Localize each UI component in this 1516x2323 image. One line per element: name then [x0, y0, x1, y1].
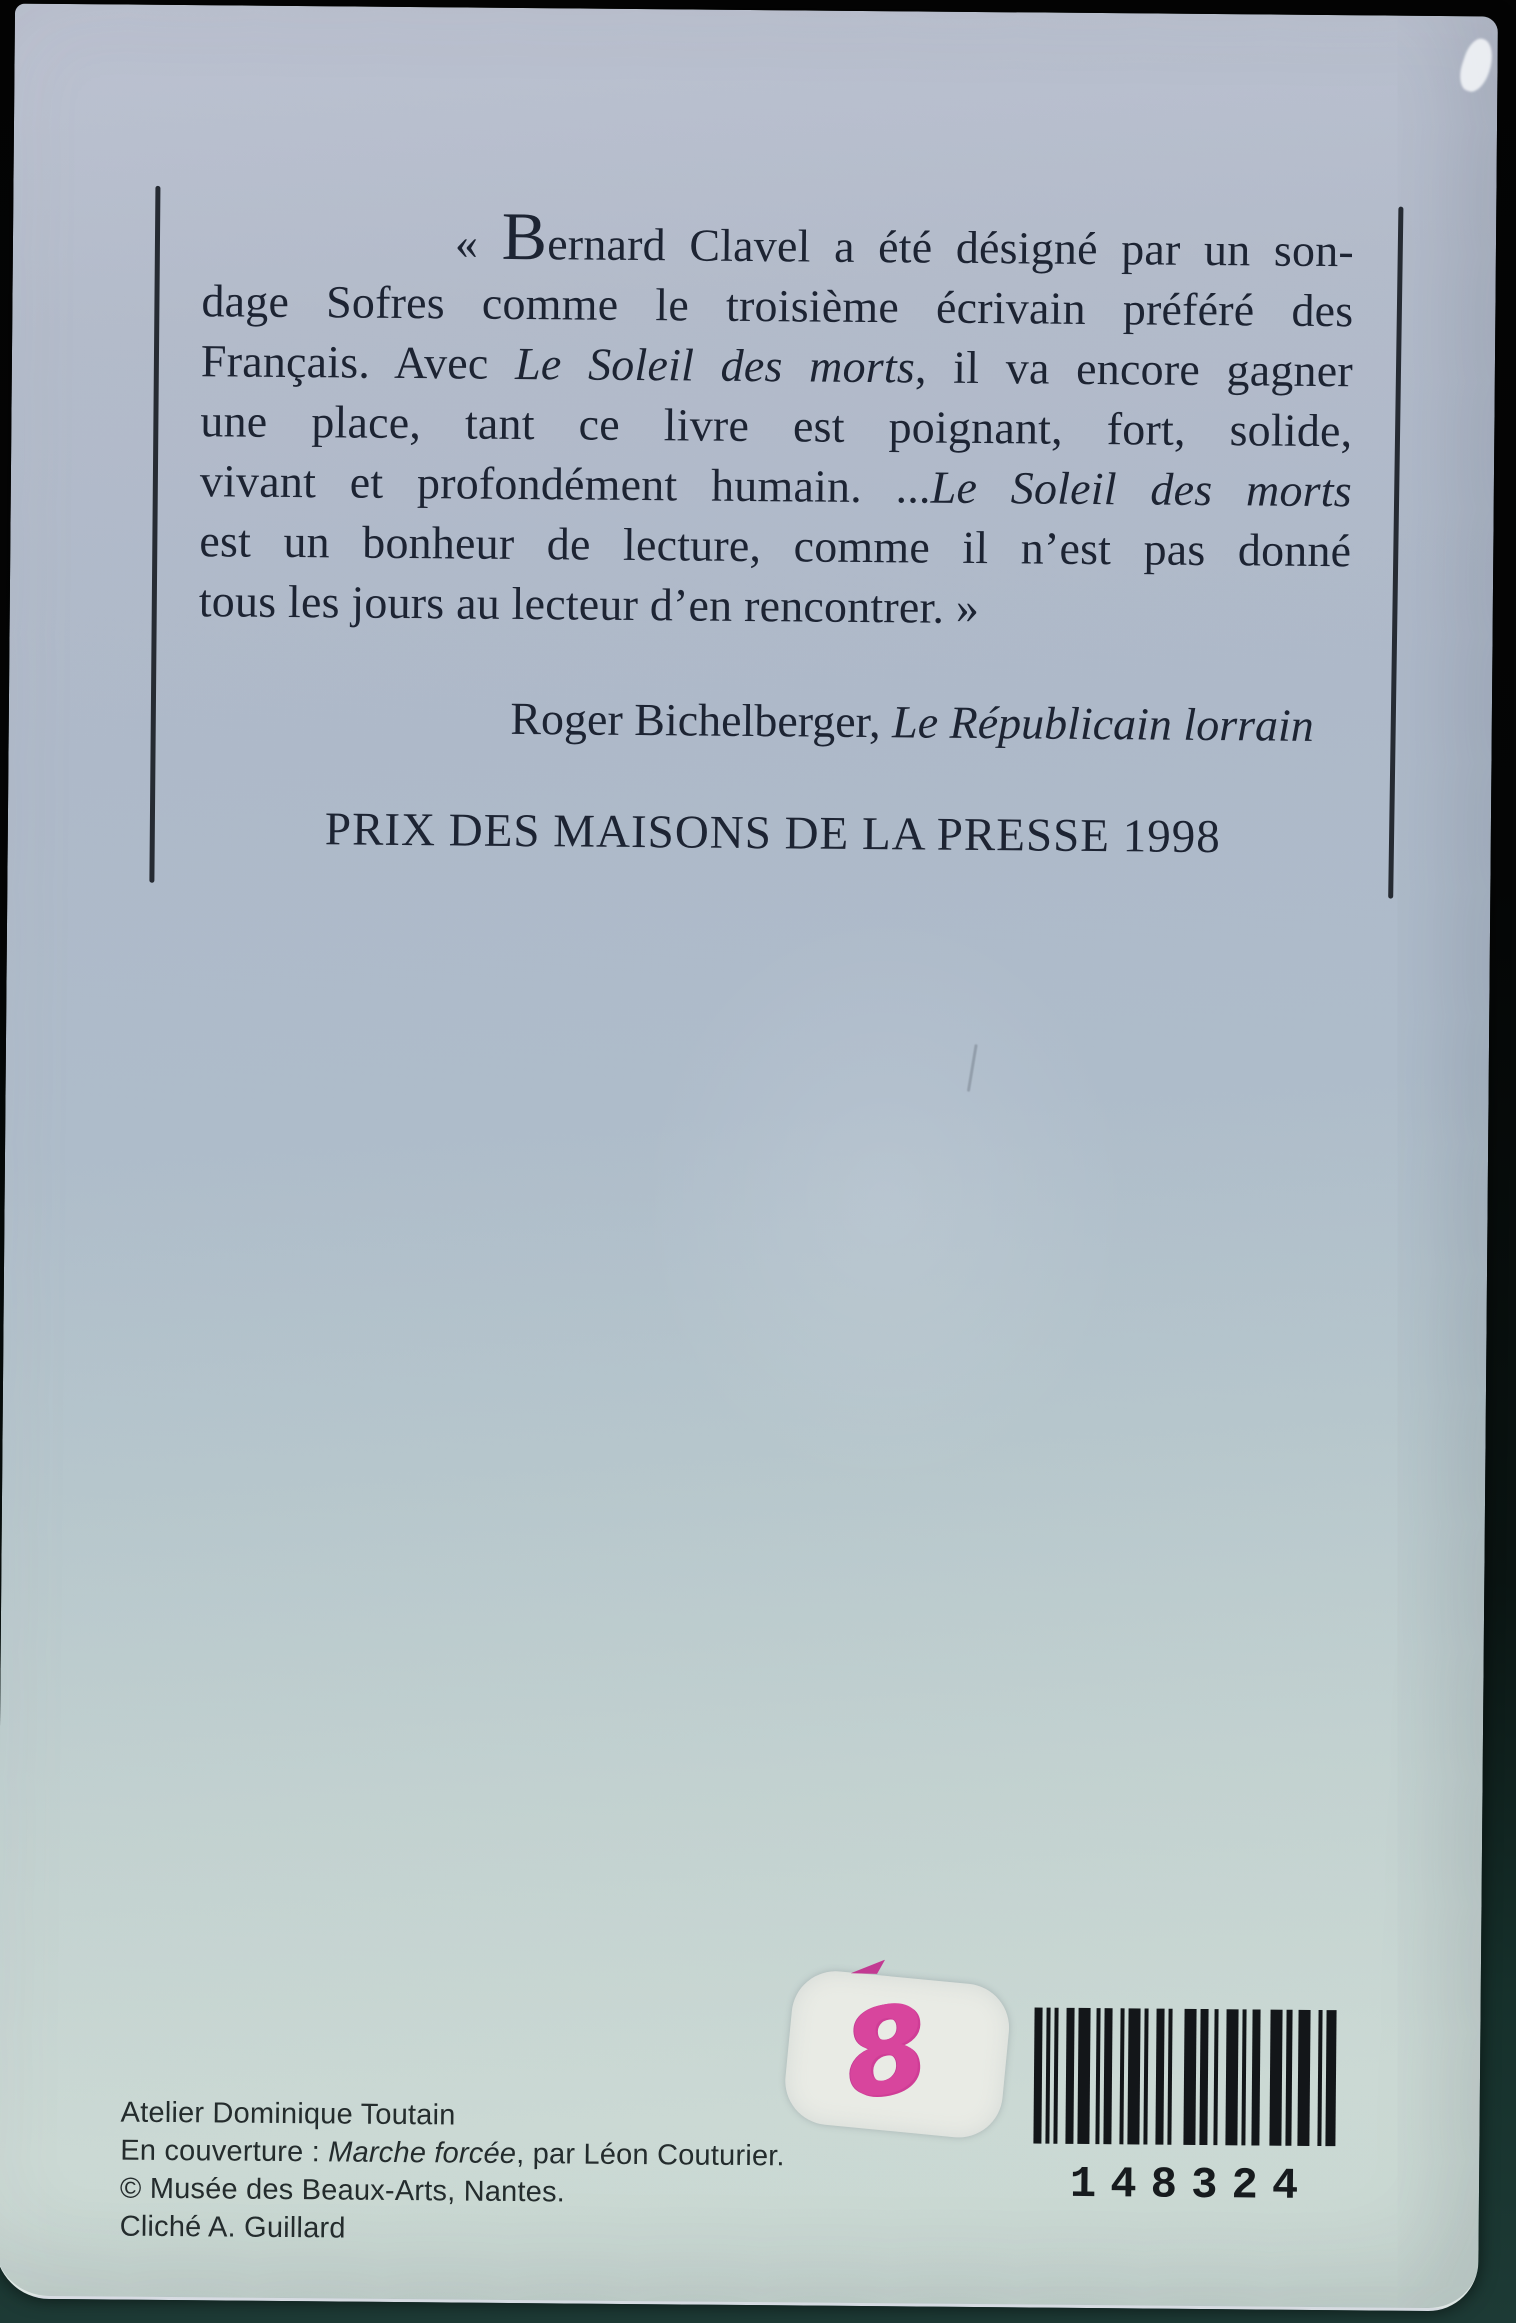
text-segment: , par Léon Couturier.: [516, 2138, 785, 2173]
review-quote: [198, 197, 1355, 641]
cover-sheen: [612, 879, 1158, 1524]
sticker-ink-speck: [849, 1960, 887, 1978]
text-segment: © Musée des Beaux-Arts, Nantes.: [119, 2172, 566, 2209]
right-vertical-rule: [1388, 207, 1403, 899]
quote-line: [200, 451, 1352, 521]
text-segment: En couverture :: [120, 2134, 329, 2169]
text-segment: Atelier Dominique Toutain: [120, 2096, 456, 2132]
credits-line: [119, 2208, 784, 2252]
quote-line: [200, 391, 1352, 461]
attribution-line: [198, 689, 1350, 752]
left-vertical-rule: [149, 186, 160, 883]
text-segment: est un bonheur de lecture, comme il n’est pas donné: [199, 515, 1352, 577]
quote-line: [199, 571, 1351, 641]
corner-scuff-mark: [1455, 35, 1499, 95]
quote-line: [201, 271, 1353, 341]
attribution-source: Le Républicain lorrain: [891, 696, 1315, 751]
drop-cap: B: [501, 197, 548, 275]
quote-line: [202, 197, 1355, 281]
sticker-digit: 8: [834, 1976, 937, 2126]
barcode: [1033, 2008, 1337, 2213]
barcode-number: 148324: [1069, 2159, 1313, 2212]
text-segment: ernard Clavel a été désigné par un son-: [546, 218, 1355, 277]
text-segment: Français. Avec: [200, 335, 516, 389]
book-back-cover: [0, 4, 1498, 2312]
barcode-bars: [1033, 2008, 1336, 2147]
attribution-author: Roger Bichelberger,: [510, 692, 893, 748]
text-segment: Le Soleil des morts: [930, 461, 1353, 517]
credits-line: [120, 2132, 785, 2176]
text-segment: vivant et profondément humain. ...: [199, 455, 931, 513]
text-segment: Le Soleil des morts: [514, 337, 916, 393]
text-segment: une place, tant ce livre est poignant, fort, solide,: [200, 395, 1353, 457]
text-segment: tous les jours au lecteur d’en rencontrer. »: [198, 575, 980, 634]
credits-line: [120, 2094, 785, 2138]
text-segment: Cliché A. Guillard: [119, 2210, 346, 2245]
quote-line: [199, 511, 1351, 581]
text-segment: , il va encore gagner: [914, 341, 1354, 397]
text-segment: «: [454, 217, 502, 269]
barcode-bar: [1325, 2010, 1336, 2146]
credits-line: [120, 2170, 785, 2214]
credits-block: [119, 2094, 785, 2252]
prize-line: PRIX DES MAISONS DE LA PRESSE 1998: [324, 803, 1221, 864]
quote-line: [201, 331, 1353, 401]
price-sticker: [781, 1967, 1013, 2141]
text-segment: Marche forcée: [328, 2136, 517, 2171]
text-segment: dage Sofres comme le troisième écrivain préféré des: [201, 275, 1354, 337]
